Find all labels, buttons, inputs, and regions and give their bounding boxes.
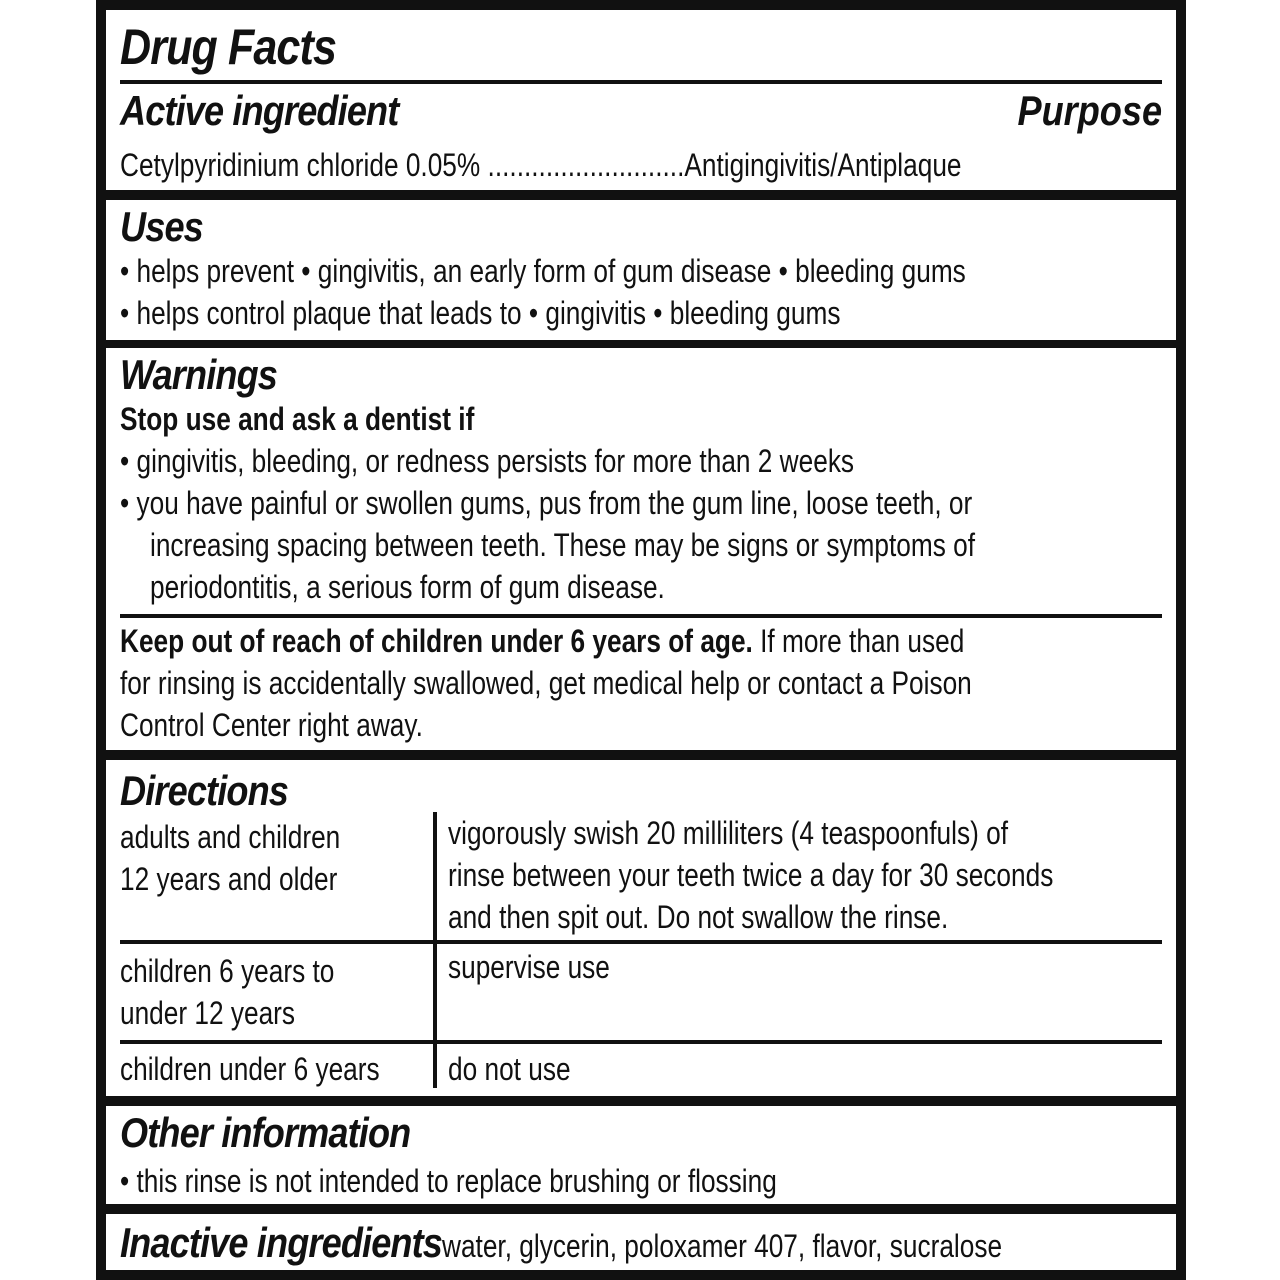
uses-item: bleeding gums [669,295,841,331]
directions-what [448,1048,571,1090]
bullet: • [120,253,130,289]
inactive-ingredients-section [106,1214,1176,1270]
bullet: • [301,253,311,289]
directions-section [106,760,1176,1096]
active-ingredient-section [106,10,1176,190]
warnings-rule [120,614,1162,618]
bullet: • [653,295,663,331]
who-line: adults and children [120,819,341,855]
bullet: • [120,443,130,479]
directions-heading: Directions [120,767,289,814]
uses-section [106,200,1176,340]
bullet: • [120,1163,130,1199]
directions-column-divider [433,812,437,1088]
directions-row-rule [120,940,1162,944]
bullet: • [120,485,130,521]
what-line: do not use [448,1051,571,1087]
what-line: supervise use [448,949,610,985]
keep-out-line-1 [120,620,964,662]
other-information-section [106,1106,1176,1204]
bullet: • [778,253,788,289]
directions-what [448,812,1053,938]
title-rule [120,80,1162,84]
uses-item: helps control plaque that leads to [136,295,522,331]
directions-what [448,946,610,988]
ingredient-name: Cetylpyridinium chloride 0.05% [120,147,481,183]
stop-use-heading: Stop use and ask a dentist if [120,401,475,437]
directions-who [120,950,382,1034]
keep-out-line-2: for rinsing is accidentally swallowed, get medical help or contact a Poison [120,665,972,701]
keep-out-bold: Keep out of reach of children under 6 years of age. [120,623,753,659]
directions-row-rule [120,1040,1162,1044]
uses-item: gingivitis [545,295,646,331]
uses-line-1 [120,250,966,292]
inactive-ingredients-text: water, glycerin, poloxamer 407, flavor, sucralose [442,1228,1003,1264]
what-line: vigorously swish 20 milliliters (4 teaspoonfuls) of [448,815,1009,851]
bullet: • [120,295,130,331]
inactive-ingredients-line [120,1220,1125,1267]
ingredient-purpose: Antigingivitis/Antiplaque [684,147,962,183]
warning-bullet-2 [120,482,972,524]
warning-bullet-1 [120,440,854,482]
who-line: under 12 years [120,995,296,1031]
uses-item: gingivitis, an early form of gum disease [317,253,772,289]
warning-bullet-2-cont: periodontitis, a serious form of gum disease. [150,569,665,605]
warning-text: gingivitis, bleeding, or redness persists for more than 2 weeks [136,443,855,479]
what-line: and then spit out. Do not swallow the rinse. [448,899,949,935]
uses-item: helps prevent [136,253,295,289]
purpose-heading: Purpose [1017,87,1162,134]
who-line: 12 years and older [120,861,338,897]
directions-who [120,1048,382,1090]
drug-facts-panel [96,0,1186,1280]
leader-dots: ........................... [487,147,685,183]
who-line: children under 6 years [120,1051,380,1087]
what-line: rinse between your teeth twice a day for 30 seconds [448,857,1054,893]
warnings-heading: Warnings [120,351,278,398]
warnings-section [106,348,1176,750]
inactive-ingredients-heading: Inactive ingredients [120,1219,443,1266]
directions-who [120,816,382,900]
uses-item: bleeding gums [795,253,966,289]
drug-facts-title: Drug Facts [120,19,337,75]
keep-out-line-3: Control Center right away. [120,707,423,743]
warning-bullet-2-cont: increasing spacing between teeth. These may be signs or symptoms of [150,527,976,563]
warning-text: you have painful or swollen gums, pus from the gum line, loose teeth, or [136,485,973,521]
keep-out-text: If more than used [752,623,965,659]
active-ingredient-heading: Active ingredient [120,87,399,134]
active-ingredient-line [120,144,962,186]
other-information-heading: Other information [120,1109,411,1156]
other-information-line [120,1160,777,1202]
bullet: • [528,295,539,331]
uses-heading: Uses [120,203,203,250]
other-text: this rinse is not intended to replace brushing or flossing [136,1163,777,1199]
who-line: children 6 years to [120,953,335,989]
uses-line-2 [120,292,840,334]
